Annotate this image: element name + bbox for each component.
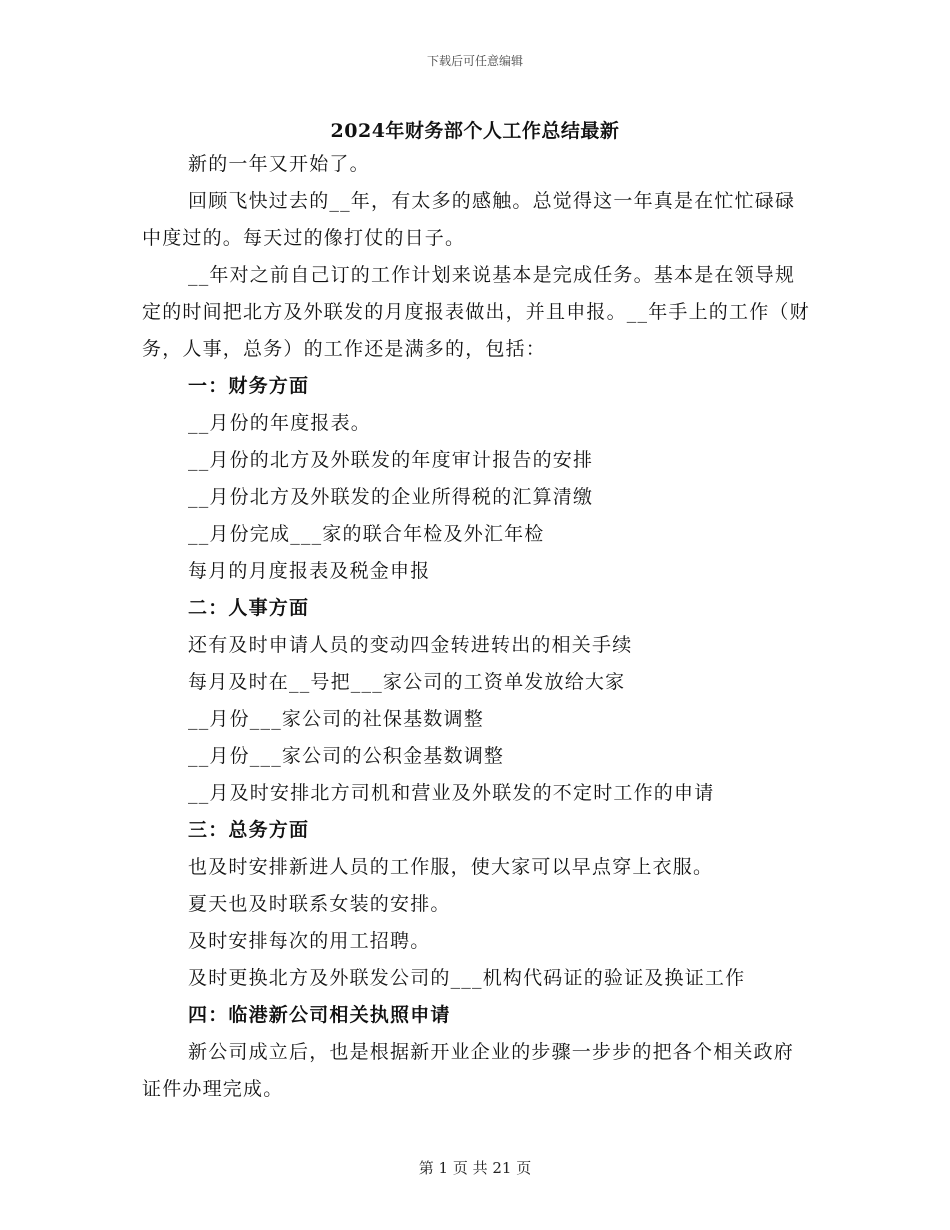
list-item: 夏天也及时联系女装的安排。 xyxy=(188,893,451,915)
page-header: 下载后可任意编辑 xyxy=(426,54,523,68)
list-item: __月份北方及外联发的企业所得税的汇算清缴 xyxy=(188,486,594,508)
paragraph-intro: 新的一年又开始了。 xyxy=(188,153,370,175)
section-heading-new-company: 四：临港新公司相关执照申请 xyxy=(188,1004,451,1026)
section-heading-general-affairs: 三：总务方面 xyxy=(188,819,310,841)
paragraph-review: 回顾飞快过去的__年，有太多的感触。总觉得这一年真是在忙忙碌碌中度过的。每天过的像打仗的日子。 xyxy=(142,190,796,249)
list-item: __月份完成___家的联合年检及外汇年检 xyxy=(188,523,545,545)
list-item: __月份___家公司的公积金基数调整 xyxy=(188,745,505,767)
paragraph-new-company: 新公司成立后，也是根据新开业企业的步骤一步步的把各个相关政府证件办理完成。 xyxy=(142,1041,795,1100)
document-body xyxy=(142,146,810,1108)
section-heading-finance: 一：财务方面 xyxy=(188,375,310,397)
list-item: 还有及时申请人员的变动四金转进转出的相关手续 xyxy=(188,634,633,656)
list-item: __月及时安排北方司机和营业及外联发的不定时工作的申请 xyxy=(188,782,715,804)
document-title: 2024年财务部个人工作总结最新 xyxy=(330,120,620,142)
list-item: 每月及时在__号把___家公司的工资单发放给大家 xyxy=(188,671,626,693)
page-footer: 第 1 页 共 21 页 xyxy=(418,1159,532,1177)
list-item: 每月的月度报表及税金申报 xyxy=(188,560,431,582)
list-item: 也及时安排新进人员的工作服，使大家可以早点穿上衣服。 xyxy=(188,856,714,878)
list-item: __月份的北方及外联发的年度审计报告的安排 xyxy=(188,449,594,471)
paragraph-plan: __年对之前自己订的工作计划来说基本是完成任务。基本是在领导规定的时间把北方及外联发的月度报表做出，并且申报。__年手上的工作（财务，人事，总务）的工作还是满多的，包括： xyxy=(142,264,810,360)
list-item: __月份的年度报表。 xyxy=(188,412,372,434)
list-item: 及时安排每次的用工招聘。 xyxy=(188,930,431,952)
section-heading-hr: 二：人事方面 xyxy=(188,597,310,619)
list-item: __月份___家公司的社保基数调整 xyxy=(188,708,484,730)
list-item: 及时更换北方及外联发公司的___机构代码证的验证及换证工作 xyxy=(188,967,746,989)
